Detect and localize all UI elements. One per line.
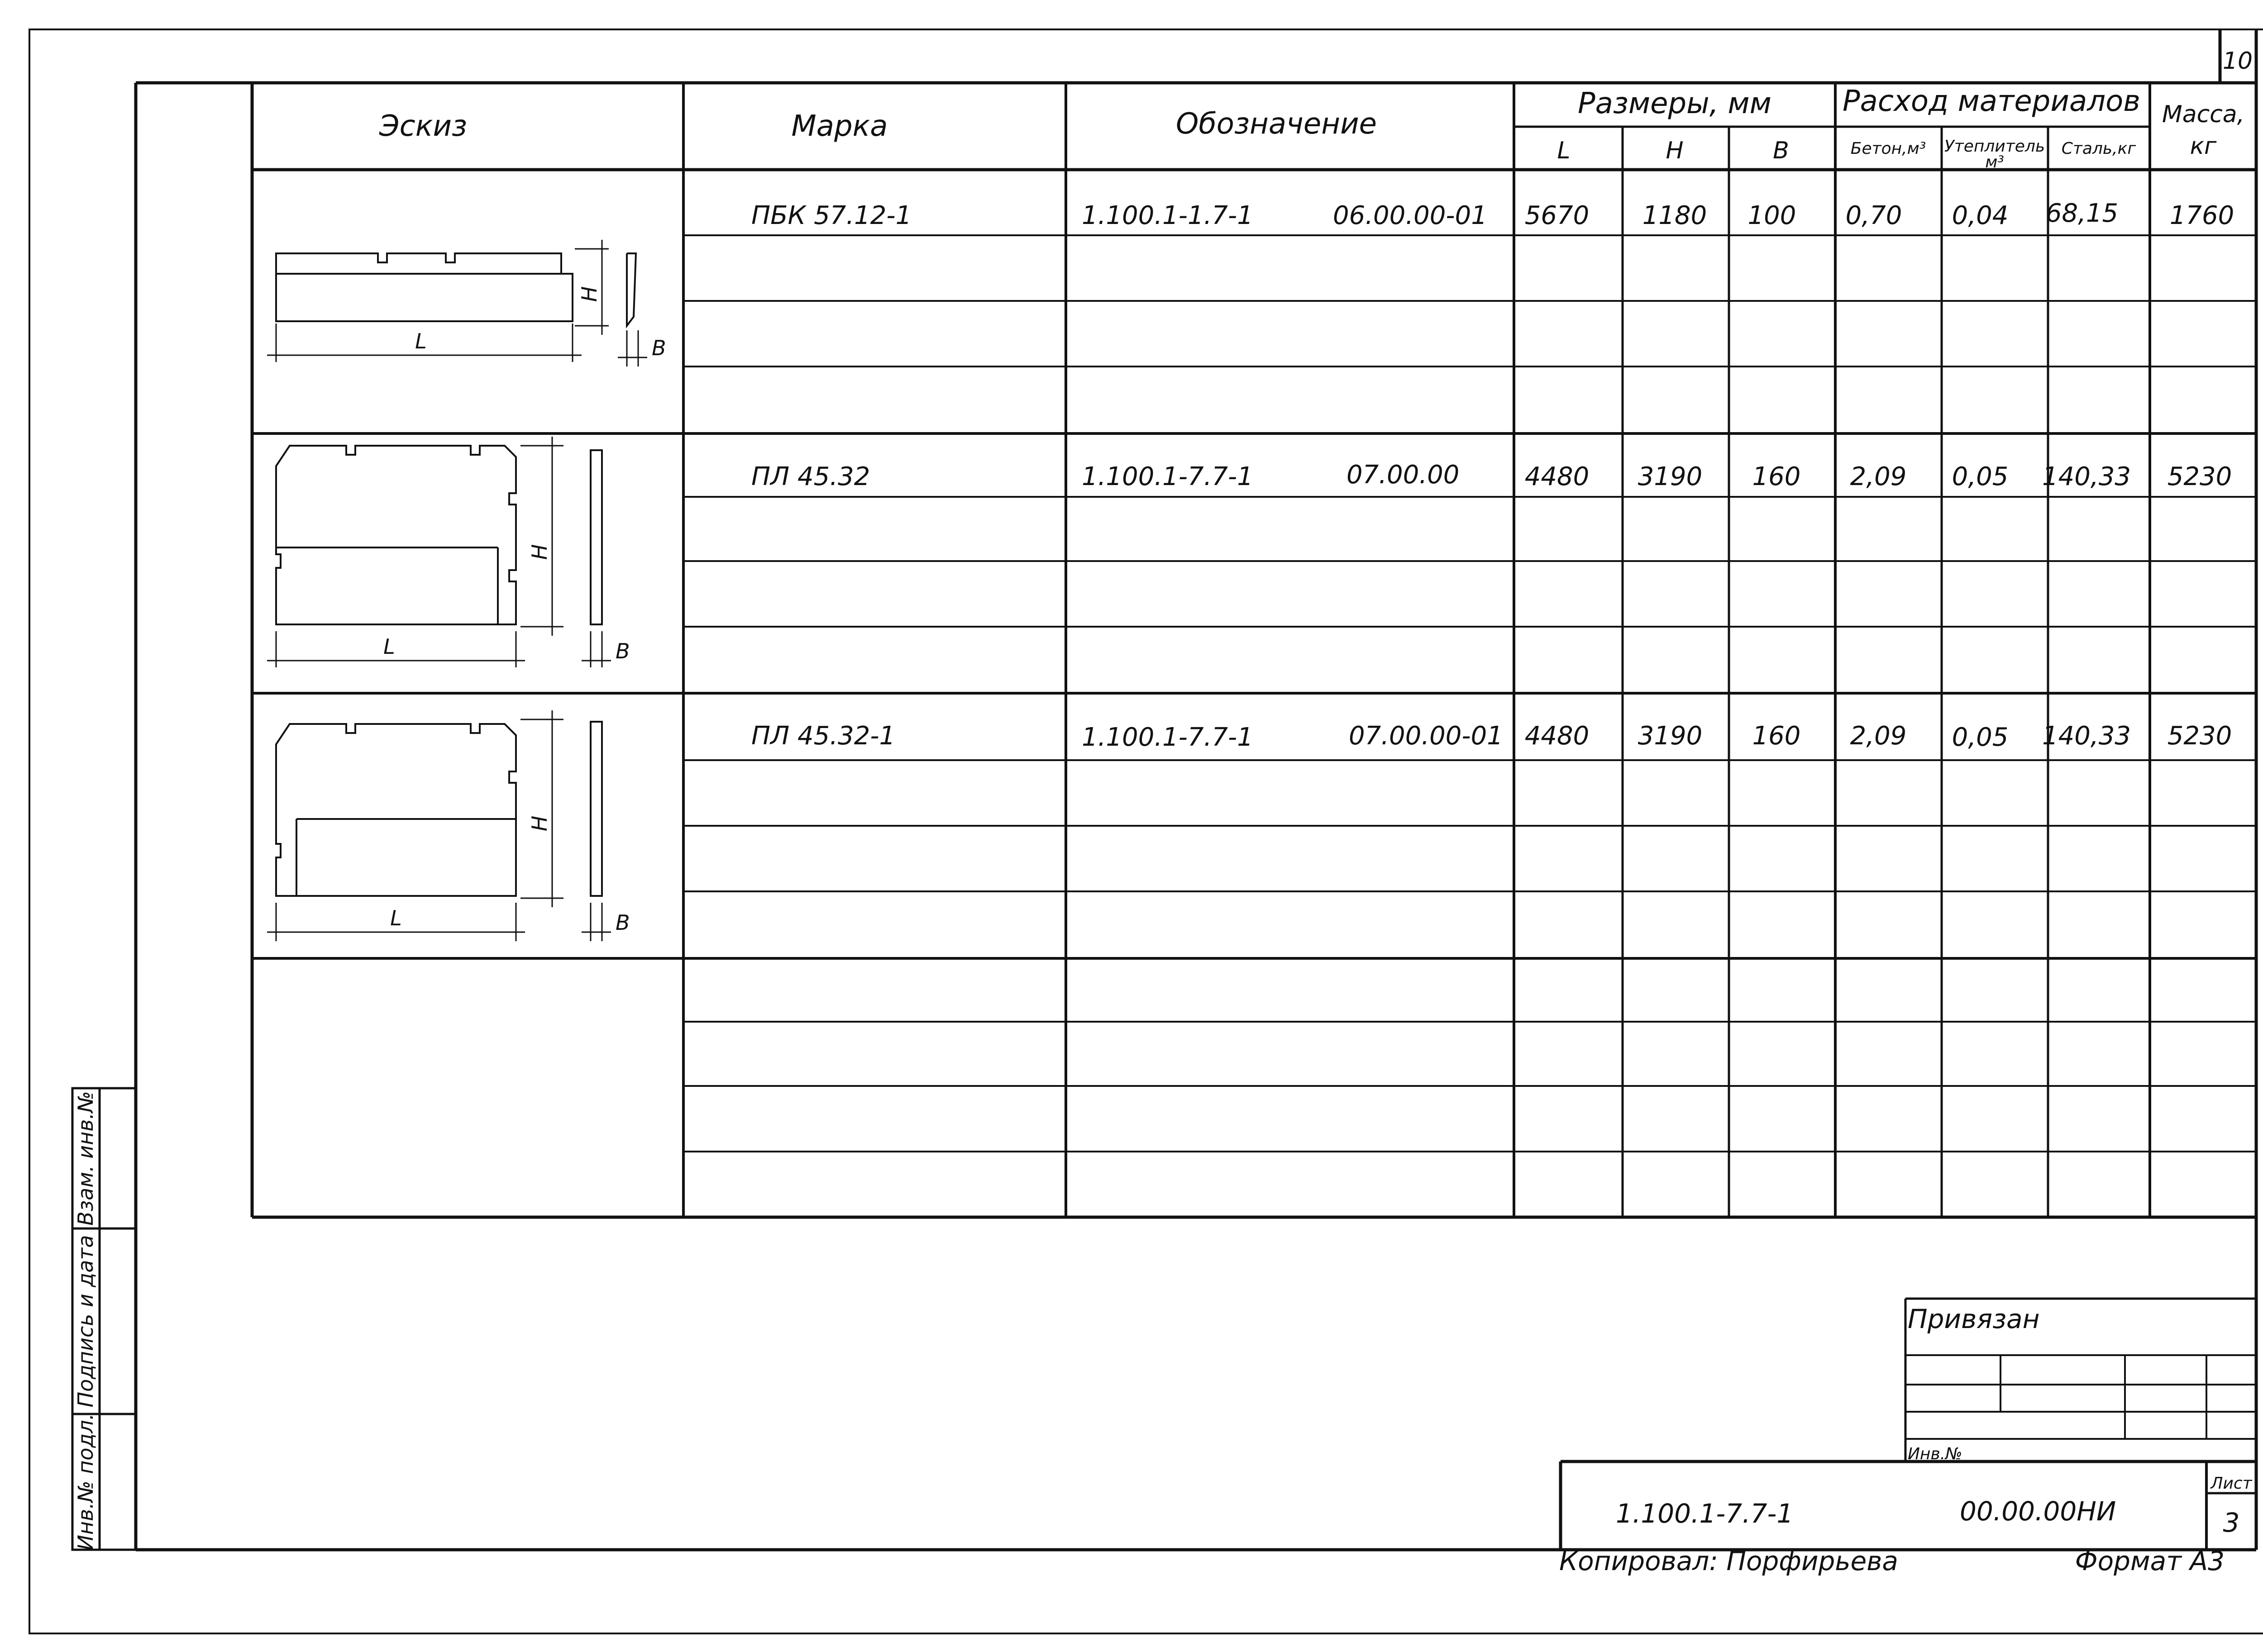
sketch-label-l: L — [383, 634, 395, 659]
sketch-panel-pl — [267, 437, 611, 667]
row-series: 1.100.1-7.7-1 — [1082, 723, 1253, 752]
footer-format: Формат А3 — [2075, 1546, 2225, 1576]
table-header — [379, 85, 2244, 171]
header-dim-b: B — [1773, 137, 1789, 164]
table-row — [751, 199, 2234, 230]
row-concrete: 0,70 — [1845, 201, 1902, 230]
footer-copied: Копировал: Порфирьева — [1559, 1546, 1898, 1576]
row-series: 1.100.1-1.7-1 — [1082, 201, 1253, 230]
sketch-panel-pl-1 — [267, 710, 611, 941]
table-row — [751, 721, 2232, 752]
sketch-label-b: B — [652, 336, 666, 360]
header-dim-h: H — [1666, 137, 1684, 164]
header-materials: Расход материалов — [1843, 85, 2140, 118]
page-number: 10 — [2222, 48, 2253, 75]
row-code: 06.00.00-01 — [1333, 201, 1487, 230]
row-concrete: 2,09 — [1850, 721, 1907, 751]
header-steel: Сталь,кг — [2061, 139, 2136, 158]
row-b: 160 — [1752, 462, 1801, 491]
header-dimensions: Размеры, мм — [1578, 87, 1771, 120]
side-sign-date: Подпись и дата — [73, 1235, 98, 1408]
row-mark: ПЛ 45.32-1 — [751, 721, 896, 751]
row-b: 160 — [1752, 721, 1801, 751]
title-sheet-label: Лист — [2210, 1474, 2252, 1493]
row-mass: 5230 — [2167, 462, 2232, 491]
sketch-label-h: H — [577, 286, 602, 302]
sketch-label-h: H — [527, 544, 552, 560]
header-insulation: Утеплитель — [1944, 137, 2045, 156]
row-mark: ПЛ 45.32 — [751, 462, 870, 491]
row-code: 07.00.00-01 — [1349, 721, 1503, 751]
row-mass: 1760 — [2169, 201, 2234, 230]
row-h: 1180 — [1642, 201, 1707, 230]
row-steel: 68,15 — [2045, 199, 2119, 228]
header-dim-l: L — [1557, 137, 1571, 164]
row-code: 07.00.00 — [1346, 460, 1460, 490]
sketch-panel-pbk — [267, 240, 647, 367]
trim-border — [29, 29, 2263, 1633]
title-attached: Привязан — [1908, 1304, 2040, 1334]
sketch-label-l: L — [390, 906, 402, 930]
header-insulation-unit: м³ — [1985, 153, 2004, 171]
title-inv-no: Инв.№ — [1908, 1445, 1962, 1463]
sketch-label-h: H — [527, 815, 552, 832]
row-h: 3190 — [1638, 462, 1703, 491]
row-h: 3190 — [1638, 721, 1703, 751]
row-steel: 140,33 — [2042, 721, 2131, 751]
row-concrete: 2,09 — [1850, 462, 1907, 491]
row-steel: 140,33 — [2042, 462, 2131, 491]
row-series: 1.100.1-7.7-1 — [1082, 462, 1253, 491]
row-insulation: 0,05 — [1952, 723, 2009, 752]
side-inv-orig: Инв.№ подл. — [73, 1413, 98, 1551]
title-doc-code: 00.00.00НИ — [1960, 1496, 2116, 1527]
row-insulation: 0,05 — [1952, 462, 2009, 491]
row-l: 4480 — [1524, 721, 1590, 751]
table-row — [751, 460, 2232, 491]
sketch-label-l: L — [415, 329, 427, 353]
header-mark: Марка — [791, 109, 888, 143]
title-doc-series: 1.100.1-7.7-1 — [1616, 1498, 1794, 1529]
row-l: 4480 — [1524, 462, 1590, 491]
sketch-label-b: B — [616, 639, 630, 663]
header-designation: Обозначение — [1175, 107, 1377, 141]
row-insulation: 0,04 — [1952, 201, 2009, 230]
sketch-label-b: B — [616, 910, 630, 935]
header-sketch: Эскиз — [379, 109, 468, 143]
header-mass: Масса, — [2162, 101, 2245, 128]
row-mass: 5230 — [2167, 721, 2232, 751]
header-mass-unit: кг — [2190, 133, 2217, 160]
header-concrete: Бетон,м³ — [1850, 139, 1926, 158]
title-sheet-number: 3 — [2223, 1507, 2240, 1538]
row-l: 5670 — [1524, 201, 1590, 230]
row-b: 100 — [1747, 201, 1796, 230]
row-mark: ПБК 57.12-1 — [751, 201, 912, 230]
side-inv-replace: Взам. инв.№ — [73, 1091, 98, 1226]
